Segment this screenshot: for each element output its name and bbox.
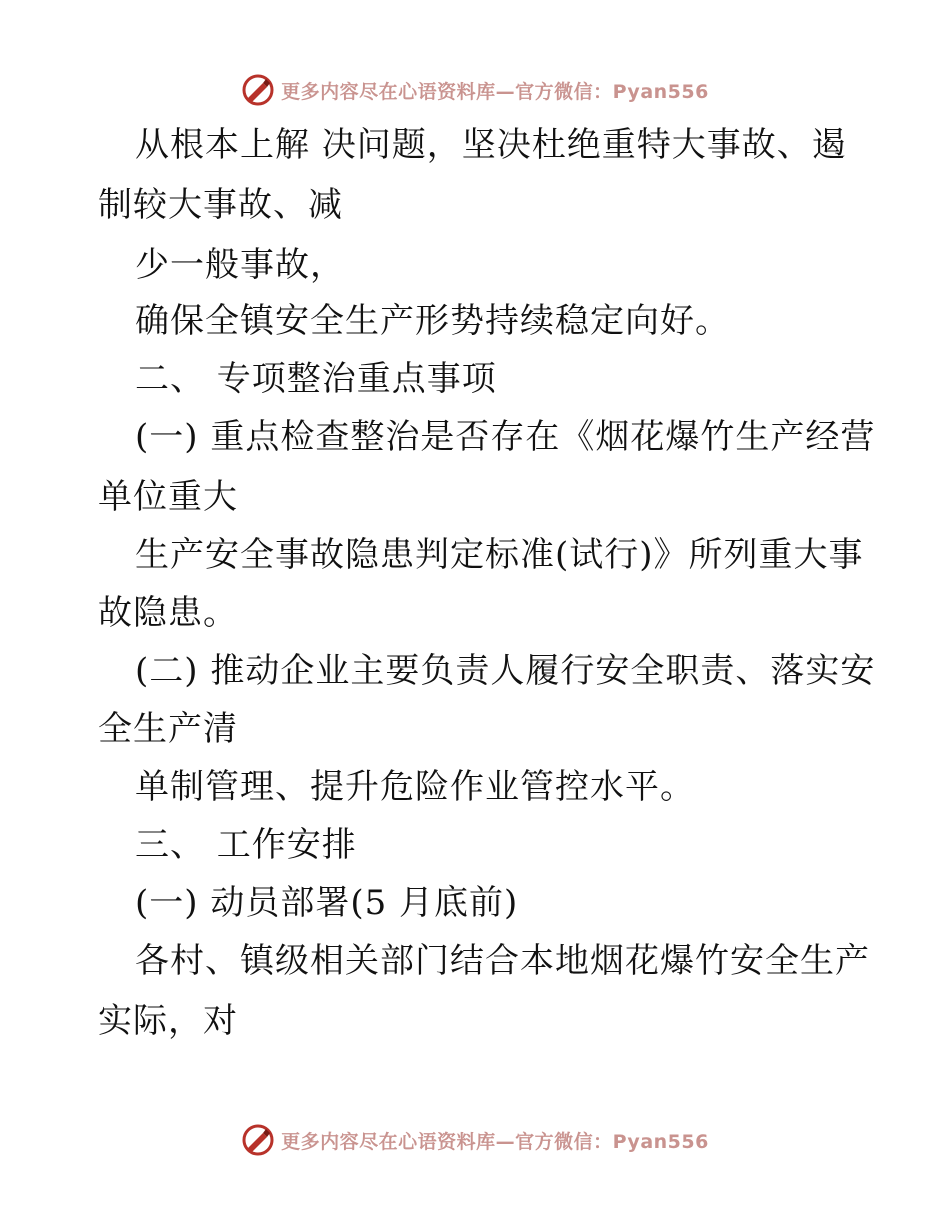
paragraph-line: 确保全镇安全生产形势持续稳定向好。 [135,301,730,341]
paragraph-line: (二) 推动企业主要负责人履行安全职责、落实安 [135,651,876,691]
paragraph-line: 单制管理、提升危险作业管控水平。 [135,767,695,807]
paragraph-line: 单位重大 [98,477,238,517]
section-heading: 三、 工作安排 [135,825,357,865]
paragraph-line: 从根本上解 决问题，坚决杜绝重特大事故、遏 [135,125,847,165]
paragraph-line: (一) 重点检查整治是否存在《烟花爆竹生产经营 [135,417,876,457]
red-pen-circle-icon [241,73,275,107]
paragraph-line: 全生产清 [98,709,238,749]
document-body [0,118,950,1078]
paragraph-line: 少一般事故， [135,245,345,285]
red-pen-circle-icon [241,1123,275,1157]
paragraph-line: 生产安全事故隐患判定标准(试行)》所列重大事 [135,535,864,575]
header-banner-text: 更多内容尽在心语资料库—官方微信：Pyan556 [281,80,709,103]
footer-banner [0,1120,950,1160]
paragraph-line: 故隐患。 [98,593,238,633]
paragraph-line: 各村、镇级相关部门结合本地烟花爆竹安全生产 [135,941,870,981]
paragraph-line: (一) 动员部署(5 月底前) [135,883,519,923]
section-heading: 二、 专项整治重点事项 [135,359,497,399]
paragraph-line: 实际，对 [98,1001,238,1041]
paragraph-line: 制较大事故、减 [98,185,343,225]
footer-banner-text: 更多内容尽在心语资料库—官方微信：Pyan556 [281,1130,709,1153]
header-banner [0,70,950,110]
